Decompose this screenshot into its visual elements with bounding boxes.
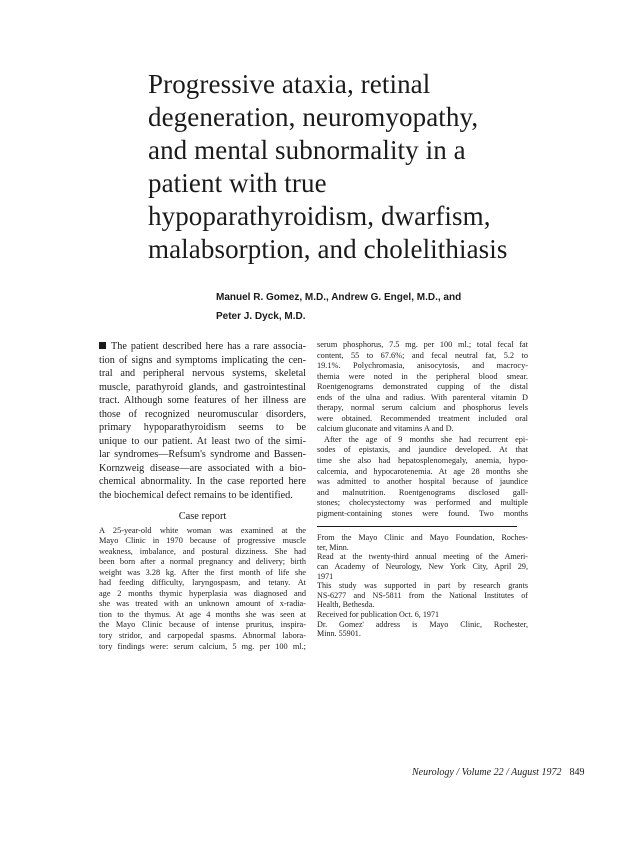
body-line: themia were noted in the peripheral blood smear. xyxy=(317,371,528,381)
body-line: was admitted to another hospital because of jaundice xyxy=(317,477,528,487)
footnote-line: Read at the twenty-third annual meeting of the Ameri- xyxy=(317,552,528,562)
case-report-text xyxy=(99,526,306,653)
body-line: sodes of epistaxis, and jaundice developed. At that xyxy=(317,445,528,455)
body-line: pigment-containing stones were found. Two months xyxy=(317,508,528,518)
body-line: tory stridor, and carpopedal spasms. Abnormal labora- xyxy=(99,631,306,641)
case-report-continued xyxy=(317,340,528,519)
body-line: calcemia, and hypocarotenemia. At age 28 months she xyxy=(317,466,528,476)
abstract-line: Kornzweig disease—are associated with a bio- xyxy=(99,462,306,474)
body-line: age 2 months thymic hyperplasia was diagnosed and xyxy=(99,588,306,598)
journal-citation: Neurology / Volume 22 / August 1972 xyxy=(412,767,562,778)
body-line: calcium gluconate and vitamins A and D. xyxy=(317,424,454,434)
body-line: had feeding difficulty, laryngospasm, and tetany. At xyxy=(99,578,306,588)
body-line: tory findings were: serum calcium, 5 mg. per 100 ml.; xyxy=(99,641,306,651)
title-line: malabsorption, and cholelithiasis xyxy=(148,234,508,264)
title-line: hypoparathyroidism, dwarfism, xyxy=(148,201,491,231)
body-line: serum phosphorus, 7.5 mg. per 100 ml.; total fecal fat xyxy=(317,340,528,349)
body-line: Mayo Clinic in 1970 because of progressive muscle xyxy=(99,536,306,546)
footnote-line: From the Mayo Clinic and Mayo Foundation, Roches- xyxy=(317,533,528,543)
author-list xyxy=(216,288,576,326)
body-line: stones; cholecystectomy was performed and multiple xyxy=(317,498,528,508)
title-line: and mental subnormality in a xyxy=(148,135,466,165)
abstract xyxy=(99,340,306,503)
author-line: Manuel R. Gomez, M.D., Andrew G. Engel, M.D., and xyxy=(216,292,462,303)
footnote-divider xyxy=(317,526,517,527)
footnote-line: Received for publication Oct. 6, 1971 xyxy=(317,610,440,620)
body-line: 19.1%. Polychromasia, anisocytosis, and macrocy- xyxy=(317,361,528,371)
abstract-line: tral and peripheral nervous systems, skeletal xyxy=(99,368,306,380)
abstract-line: lar syndromes—Refsum's syndrome and Bassen- xyxy=(99,449,306,461)
page-number: 849 xyxy=(569,767,585,778)
abstract-line: tract. Although some features of her illness are xyxy=(99,395,306,407)
title-line: patient with true xyxy=(148,168,327,198)
body-line: A 25-year-old white woman was examined at the xyxy=(99,525,306,535)
footnote-line: This study was supported in part by research grants xyxy=(317,581,528,591)
body-line: After the age of 9 months she had recurrent epi- xyxy=(324,434,528,444)
body-line: therapy, normal serum calcium and phosphorus levels xyxy=(317,403,528,413)
abstract-line: the biochemical defect remains to be identified. xyxy=(99,490,293,502)
title-line: Progressive ataxia, retinal xyxy=(148,69,431,99)
abstract-line: muscle, parathyroid glands, and gastrointestinal xyxy=(99,381,306,393)
body-line: and malnutrition. Roentgenograms disclosed gall- xyxy=(317,487,528,497)
footnote-line: Minn. 55901. xyxy=(317,629,361,639)
footnote-line: 1971 xyxy=(317,571,334,581)
square-bullet-icon xyxy=(99,342,106,349)
left-column xyxy=(99,340,306,652)
footnotes xyxy=(317,533,528,639)
body-line: the Mayo Clinic because of intense pruritus, inspira- xyxy=(99,620,306,630)
abstract-line: chemical abnormality. In the case reported here xyxy=(99,476,306,488)
abstract-line: unique to our patient. At least two of the simi- xyxy=(99,435,306,447)
body-line: she was treated with an unknown amount of x-radia- xyxy=(99,599,306,609)
page-footer xyxy=(412,767,585,778)
body-line: been born after a normal pregnancy and delivery; birth xyxy=(99,557,306,567)
footnote-line: ter, Minn. xyxy=(317,542,349,552)
abstract-line: tion of signs and symptoms implicating the cen- xyxy=(99,354,306,366)
footnote-line: Health, Bethesda. xyxy=(317,600,375,610)
abstract-line: those of recognized neuromuscular disorders, xyxy=(99,408,306,420)
abstract-line: The patient described here has a rare associa- xyxy=(99,340,306,354)
body-line: time she also had hepatosplenomegaly, anemia, hypo- xyxy=(317,456,528,466)
body-line: ends of the ulna and radius. With parenteral vitamin D xyxy=(317,392,528,402)
footnote-line: NS-6277 and NS-5811 from the National Institutes of xyxy=(317,590,528,600)
body-line: were obtained. Recommended treatment included oral xyxy=(317,413,528,423)
body-line: Roentgenograms demonstrated cupping of the distal xyxy=(317,382,528,392)
section-heading: Case report xyxy=(178,510,227,522)
abstract-line: primary hypoparathyroidism seems to be xyxy=(99,422,306,434)
footnote-line: Dr. Gomez' address is Mayo Clinic, Rochester, xyxy=(317,619,528,629)
author-line: Peter J. Dyck, M.D. xyxy=(216,311,306,322)
body-line: weakness, imbalance, and postural dizziness. She had xyxy=(99,546,306,556)
body-line: weight was 3.28 kg. After the first month of life she xyxy=(99,567,306,577)
body-line: tion to the thymus. At age 4 months she was seen at xyxy=(99,609,306,619)
article-title xyxy=(148,68,588,266)
title-line: degeneration, neuromyopathy, xyxy=(148,102,479,132)
right-column xyxy=(317,340,528,639)
footnote-line: can Academy of Neurology, New York City, April 29, xyxy=(317,562,528,572)
body-line: content, 55 to 67.6%; and fecal neutral fat, 5.2 to xyxy=(317,350,528,360)
